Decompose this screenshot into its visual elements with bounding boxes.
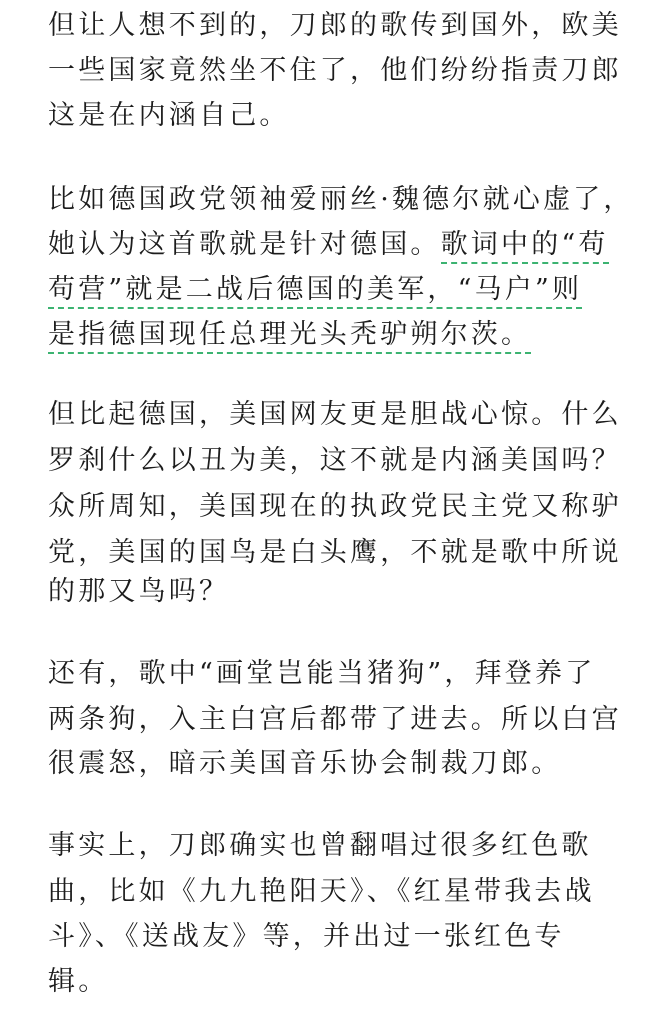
highlighted-text-segment[interactable]: 歌词中的“苟 <box>441 229 609 264</box>
paragraph-4-line-1: 还有，歌中“画堂岂能当猪狗”，拜登养了 <box>48 658 596 689</box>
paragraph-4-line-3: 很震怒，暗示美国音乐协会制裁刀郎。 <box>48 748 562 779</box>
plain-text-segment: 她认为这首歌就是针对德国。 <box>48 229 441 260</box>
paragraph-1-line-2: 一些国家竟然坐不住了，他们纷纷指责刀郎 <box>48 55 622 86</box>
paragraph-2-line-3 <box>48 270 608 310</box>
paragraph-3-line-1: 但比起德国，美国网友更是胆战心惊。什么 <box>48 399 622 430</box>
highlighted-text-segment[interactable]: 苟营”就是二战后德国的美军，“马户”则 <box>48 274 582 309</box>
paragraph-2-line-1: 比如德国政党领袖爱丽丝·魏德尔就心虚了， <box>48 184 634 215</box>
paragraph-5-line-3: 斗》、《送战友》等，并出过一张红色专 <box>48 921 565 952</box>
highlighted-text-segment[interactable]: 是指德国现任总理光头秃驴朔尔茨。 <box>48 319 531 354</box>
paragraph-2-line-4 <box>48 315 608 355</box>
paragraph-3-line-2: 罗刹什么以丑为美，这不就是内涵美国吗？ <box>48 445 622 476</box>
paragraph-3-line-4: 党，美国的国鸟是白头鹰，不就是歌中所说 <box>48 537 622 568</box>
paragraph-5-line-1: 事实上，刀郎确实也曾翻唱过很多红色歌 <box>48 830 592 861</box>
paragraph-5-line-2: 曲，比如《九九艳阳天》、《红星带我去战 <box>48 876 595 907</box>
paragraph-1-line-1: 但让人想不到的，刀郎的歌传到国外，欧美 <box>48 10 622 41</box>
paragraph-3-line-5: 的那又鸟吗？ <box>48 576 230 607</box>
paragraph-4-line-2: 两条狗，入主白宫后都带了进去。所以白宫 <box>48 704 622 735</box>
paragraph-5-line-4: 辑。 <box>48 966 109 997</box>
paragraph-1-line-3: 这是在内涵自己。 <box>48 100 290 131</box>
paragraph-3-line-3: 众所周知，美国现在的执政党民主党又称驴 <box>48 491 622 522</box>
paragraph-2-line-2 <box>48 225 608 265</box>
